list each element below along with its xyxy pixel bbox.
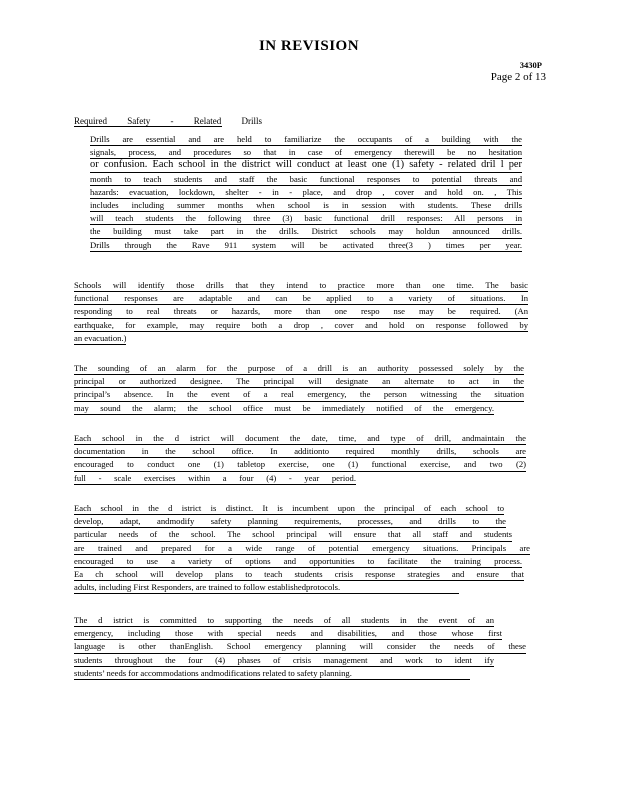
paragraph-line: hazards: evacuation, lockdown, shelter - in - place, and drop , cover and hold on. , This (90, 186, 522, 199)
paragraph-line: signals, process, and procedures so that in case of emergency therewill be no hesitation (90, 146, 522, 159)
paragraph-line: documentation in the school office. In additionto required monthly drills, schools are (74, 445, 526, 458)
paragraph-line: will teach students the following three (3) basic functional drill responses: All persons in (90, 212, 522, 225)
paragraph-line: earthquake, for example, may require both a drop , cover and hold on response followed by (74, 319, 528, 332)
paragraph-drills-overview (90, 133, 522, 252)
paragraph-line: encouraged to conduct one (1) tabletop exercise, one (1) functional exercise, and two (2) (74, 458, 526, 471)
paragraph-line: Drills through the Rave 911 system will be activated three(3 ) times per year. (90, 239, 522, 252)
paragraph-school-planning (74, 502, 530, 594)
section-heading: Required Safety - Related Drills (74, 116, 262, 126)
paragraph-line: The d istrict is committed to supporting the needs of all students in the event of an (74, 614, 494, 627)
paragraph-line: Drills are essential and are held to familiarize the occupants of a building with the (90, 133, 522, 146)
paragraph-line: adults, including First Responders, are trained to follow establishedprotocols. (74, 581, 459, 594)
paragraph-line: Ea ch school will develop plans to teach students crisis response strategies and ensure that (74, 568, 524, 581)
paragraph-line: responding to real threats or hazards, more than one respo nse may be required. (An (74, 305, 528, 318)
paragraph-line: or confusion. Each school in the district will conduct at least one (1) safety - related dril l per (90, 159, 522, 172)
paragraph-line: students’ needs for accommodations andmodifications related to safety planning. (74, 667, 470, 680)
paragraph-line: Each school in the d istrict will document the date, time, and type of drill, andmaintain the (74, 432, 526, 445)
paragraph-line: emergency, including those with special needs and disabilities, and those whose first (74, 627, 502, 640)
paragraph-line: students throughout the four (4) phases of crisis management and work to ident ify (74, 654, 494, 667)
paragraph-line: develop, adapt, andmodify safety planning requirements, processes, and drills to the (74, 515, 506, 528)
paragraph-line: The sounding of an alarm for the purpose of a drill is an authority possessed solely by the (74, 362, 524, 375)
paragraph-line: particular needs of the school. The school principal will ensure that all staff and students (74, 528, 512, 541)
paragraph-special-needs (74, 614, 526, 680)
paragraph-line: encouraged to use a variety of options and opportunities to facilitate the training process. (74, 555, 522, 568)
paragraph-alarm-authority (74, 362, 524, 415)
policy-number: 3430P (519, 60, 542, 70)
paragraph-line: month to teach students and staff the basic functional responses to potential threats and (90, 173, 522, 186)
revision-title: IN REVISION (258, 38, 360, 54)
paragraph-line: language is other thanEnglish. School emergency planning will consider the needs of these (74, 640, 526, 653)
paragraph-line: includes including summer months when school is in session with students. These drills (90, 199, 522, 212)
paragraph-line: an evacuation.) (74, 332, 126, 345)
paragraph-functional-responses (74, 279, 528, 345)
paragraph-line: Each school in the d istrict is distinct. It is incumbent upon the principal of each school to (74, 502, 504, 515)
paragraph-line: full - scale exercises within a four (4) - year period. (74, 472, 356, 485)
paragraph-line: may sound the alarm; the school office must be immediately notified of the emergency. (74, 402, 494, 415)
paragraph-line: functional responses are adaptable and can be applied to a variety of situations. In (74, 292, 528, 305)
paragraph-line: Schools will identify those drills that they intend to practice more than one time. The basic (74, 279, 528, 292)
paragraph-line: principal or authorized designee. The principal will designate an alternate to act in the (74, 375, 524, 388)
paragraph-line: principal’s absence. In the event of a real emergency, the person witnessing the situation (74, 388, 524, 401)
paragraph-line: the building must take part in the drills. District schools may holdun announced drills. (90, 225, 522, 238)
paragraph-line: are trained and prepared for a wide range of potential emergency situations. Principals are (74, 542, 530, 555)
page-number: Page 2 of 13 (490, 71, 546, 83)
paragraph-documentation (74, 432, 526, 485)
